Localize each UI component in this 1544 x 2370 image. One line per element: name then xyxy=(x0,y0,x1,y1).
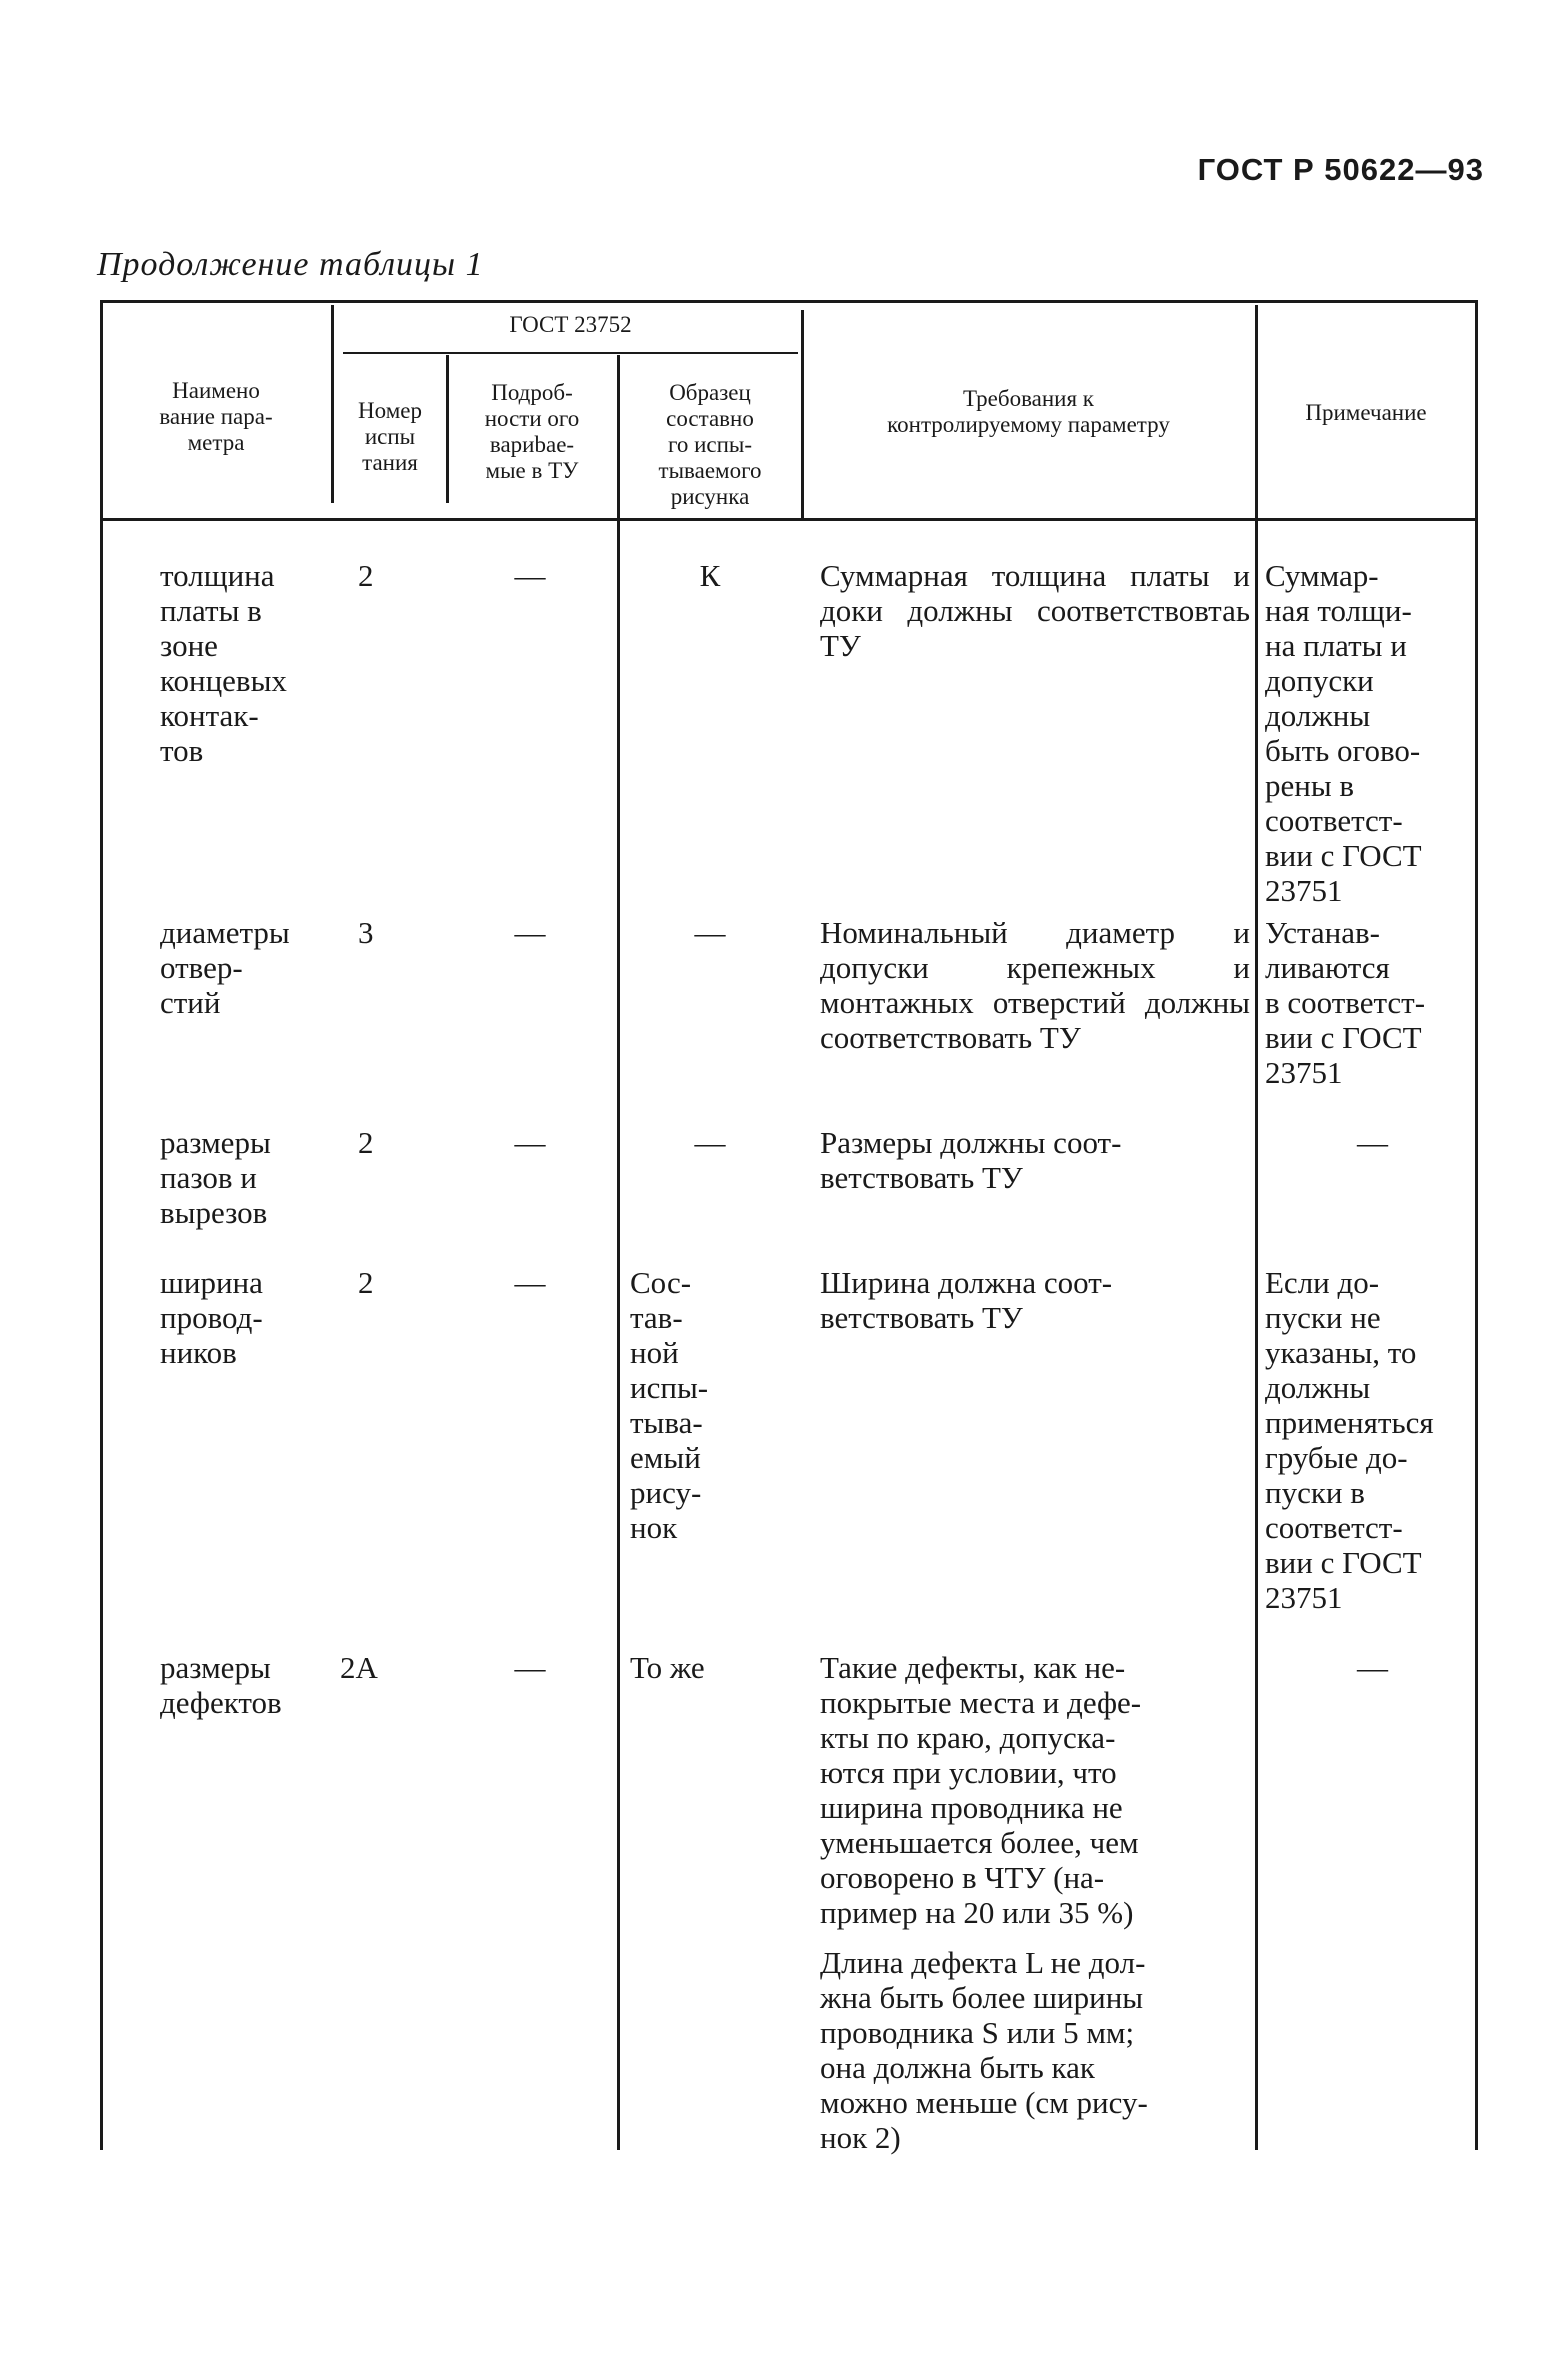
column-divider-3 xyxy=(617,355,620,2150)
header-bottom-border xyxy=(100,518,1478,521)
row5-details: — xyxy=(514,1650,546,1685)
row1-param: толщина платы в зоне концевых контак- тов xyxy=(160,558,287,768)
doc-code: ГОСТ Р 50622—93 xyxy=(1197,152,1484,187)
row2-details: — xyxy=(514,915,546,950)
header-requirements: Требования к контролируемому параметру xyxy=(887,386,1170,437)
row2-param: диаметры отвер- стий xyxy=(160,915,290,1020)
column-divider-4 xyxy=(801,310,804,520)
header-note: Примечание xyxy=(1305,400,1427,425)
row1-requirements: Суммарная толщина платы и доки должны соответствовтаь ТУ xyxy=(820,558,1250,663)
header-test-no: Номер испы тания xyxy=(358,398,422,475)
row5-param: размеры дефектов xyxy=(160,1650,282,1720)
table-left-border xyxy=(100,300,103,2150)
header-sample: Образец составно го испы- тываемого рисунка xyxy=(658,380,762,509)
header-param: Наимено вание пара- метра xyxy=(159,378,273,455)
header-details: Подроб- ности ого вариbae- мые в ТУ xyxy=(484,380,580,483)
column-divider-1 xyxy=(331,305,334,503)
group-divider xyxy=(343,352,798,354)
row3-sample: — xyxy=(694,1125,726,1160)
row3-requirements: Размеры должны соот- ветствовать ТУ xyxy=(820,1125,1122,1195)
row4-param: ширина провод- ников xyxy=(160,1265,263,1370)
row1-note: Суммар- ная толщи- на платы и допуски должны быть огово- рены в соответст- вии с ГОСТ 23751 xyxy=(1265,558,1422,908)
column-divider-5 xyxy=(1255,305,1258,2150)
row4-requirements: Ширина должна соот- ветствовать ТУ xyxy=(820,1265,1113,1335)
row3-param: размеры пазов и вырезов xyxy=(160,1125,271,1230)
header-group: ГОСТ 23752 xyxy=(509,312,632,337)
row4-note: Если до- пуски не указаны, то должны применяться грубые до- пуски в соответст- вии с ГОСТ 23751 xyxy=(1265,1265,1434,1615)
row3-note: — xyxy=(1357,1125,1388,1160)
column-divider-2 xyxy=(446,355,449,503)
row2-test-no: 3 xyxy=(358,915,374,950)
row4-details: — xyxy=(514,1265,546,1300)
row5-requirements-extra: Длина дефекта L не дол- жна быть более ширины проводника S или 5 мм; она должна быть как можно меньше (см рису- нок 2) xyxy=(820,1945,1148,2155)
row4-test-no: 2 xyxy=(358,1265,374,1300)
row1-sample: К xyxy=(699,558,721,593)
row5-note: — xyxy=(1357,1650,1388,1685)
row3-details: — xyxy=(514,1125,546,1160)
row5-requirements: Такие дефекты, как не- покрытые места и дефе- кты по краю, допуска- ются при условии, что ширина проводника не уменьшается более, чем оговорено в ЧТУ (на- пример на 20 или 35 %) xyxy=(820,1650,1142,1930)
row2-requirements: Номинальный диаметр и допуски крепежных и монтажных отверстий должны соответствовать ТУ xyxy=(820,915,1250,1055)
row5-test-no: 2A xyxy=(340,1650,378,1685)
row5-sample: То же xyxy=(630,1650,705,1685)
row1-details: — xyxy=(514,558,546,593)
table-top-border xyxy=(100,300,1478,303)
row1-test-no: 2 xyxy=(358,558,374,593)
row2-sample: — xyxy=(694,915,726,950)
row2-note: Устанав- ливаются в соответст- вии с ГОСТ 23751 xyxy=(1265,915,1426,1090)
row4-sample: Сос- тав- ной испы- тыва- емый рису- нок xyxy=(630,1265,709,1545)
table-caption: Продолжение таблицы 1 xyxy=(97,246,484,283)
row3-test-no: 2 xyxy=(358,1125,374,1160)
